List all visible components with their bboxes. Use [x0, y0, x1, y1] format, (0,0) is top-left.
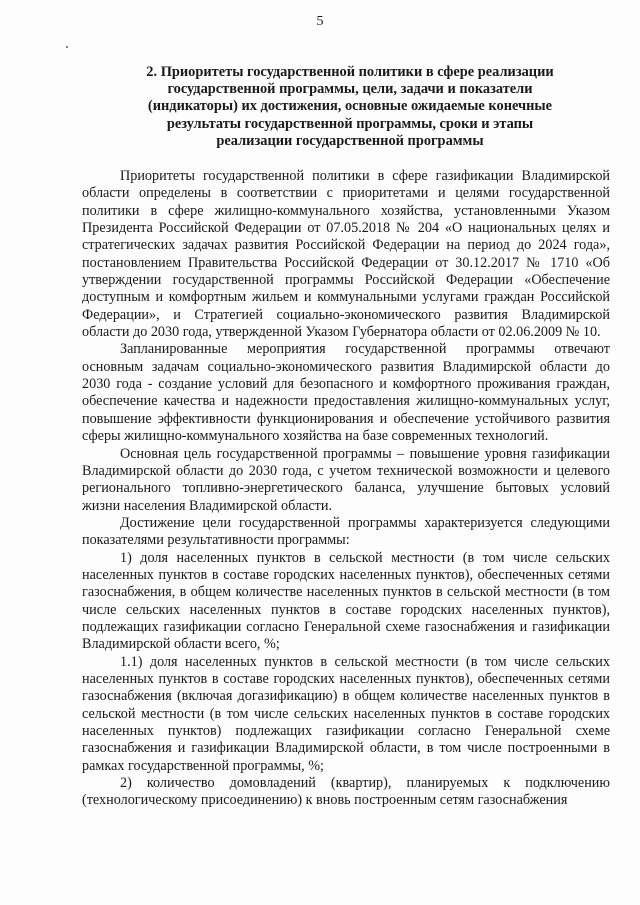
- paragraph-planned-measures: Запланированные мероприятия государственной программы отвечают основным задачам социально-экономического развития Владимирской области до 2030 года - создание условий для безопасного и комфортного проживания граждан, обеспечение качества и надежности предоставления жилищно-коммунальных услуг, повышение эффективности функционирования и обеспечение устойчивого развития сферы жилищно-коммунального хозяйства на базе современных технологий.: [82, 341, 610, 445]
- paragraph-priorities: Приоритеты государственной политики в сфере газификации Владимирской области определены в соответствии с приоритетами и целями государственной политики в сфере жилищно-коммунального хозяйства, установленными Указом Президента Российской Федерации от 07.05.2018 № 204 «О национальных целях и стратегических задачах развития Российской Федерации на период до 2024 года», постановлением Правительства Российской Федерации от 30.12.2017 № 1710 «Об утверждении государственной программы Российской Федерации «Обеспечение доступным и комфортным жильем и коммунальными услугами граждан Российской Федерации», и Стратегией социально-экономического развития Владимирской области до 2030 года, утвержденной Указом Губернатора области от 02.06.2009 № 10.: [82, 168, 610, 341]
- page-number: 5: [316, 14, 324, 29]
- section-heading: [110, 64, 590, 150]
- heading-line: результаты государственной программы, сроки и этапы: [166, 115, 534, 132]
- heading-line: реализации государственной программы: [216, 132, 484, 149]
- scan-speck: [66, 46, 68, 48]
- indicator-item-2: 2) количество домовладений (квартир), планируемых к подключению (технологическому присоединению) к вновь построенным сетям газоснабжения: [82, 775, 610, 809]
- indicator-item-1: 1) доля населенных пунктов в сельской местности (в том числе сельских населенных пунктов в составе городских населенных пунктов), обеспеченных сетями газоснабжения, в общем количестве населенных пунктов в сельской местности (в том числе сельских населенных пунктов в составе городских населенных пунктов), подлежащих газификации согласно Генеральной схеме газоснабжения и газификации Владимирской области всего, %;: [82, 549, 610, 653]
- indicator-item-1-1: 1.1) доля населенных пунктов в сельской местности (в том числе сельских населенных пунктов в составе городских населенных пунктов), обеспеченных сетями газоснабжения (включая догазификацию) в общем количестве населенных пунктов в сельской местности (в том числе сельских населенных пунктов в составе городских населенных пунктов) подлежащих газификации согласно Генеральной схеме газоснабжения и газификации Владимирской области, в том числе построенными в рамках государственной программы, %;: [82, 653, 610, 774]
- body-text: [82, 168, 610, 810]
- heading-line: государственной программы, цели, задачи и показатели: [167, 81, 533, 98]
- paragraph-indicators-intro: Достижение цели государственной программы характеризуется следующими показателями результативности программы:: [82, 514, 610, 549]
- paragraph-main-goal: Основная цель государственной программы – повышение уровня газификации Владимирской области до 2030 года, с учетом технической возможности и целевого регионального топливно-энергетического баланса, улучшение бытовых условий жизни населения Владимирской области.: [82, 445, 610, 514]
- heading-line: 2. Приоритеты государственной политики в сфере реализации: [146, 64, 554, 80]
- heading-line: (индикаторы) их достижения, основные ожидаемые конечные: [147, 98, 553, 115]
